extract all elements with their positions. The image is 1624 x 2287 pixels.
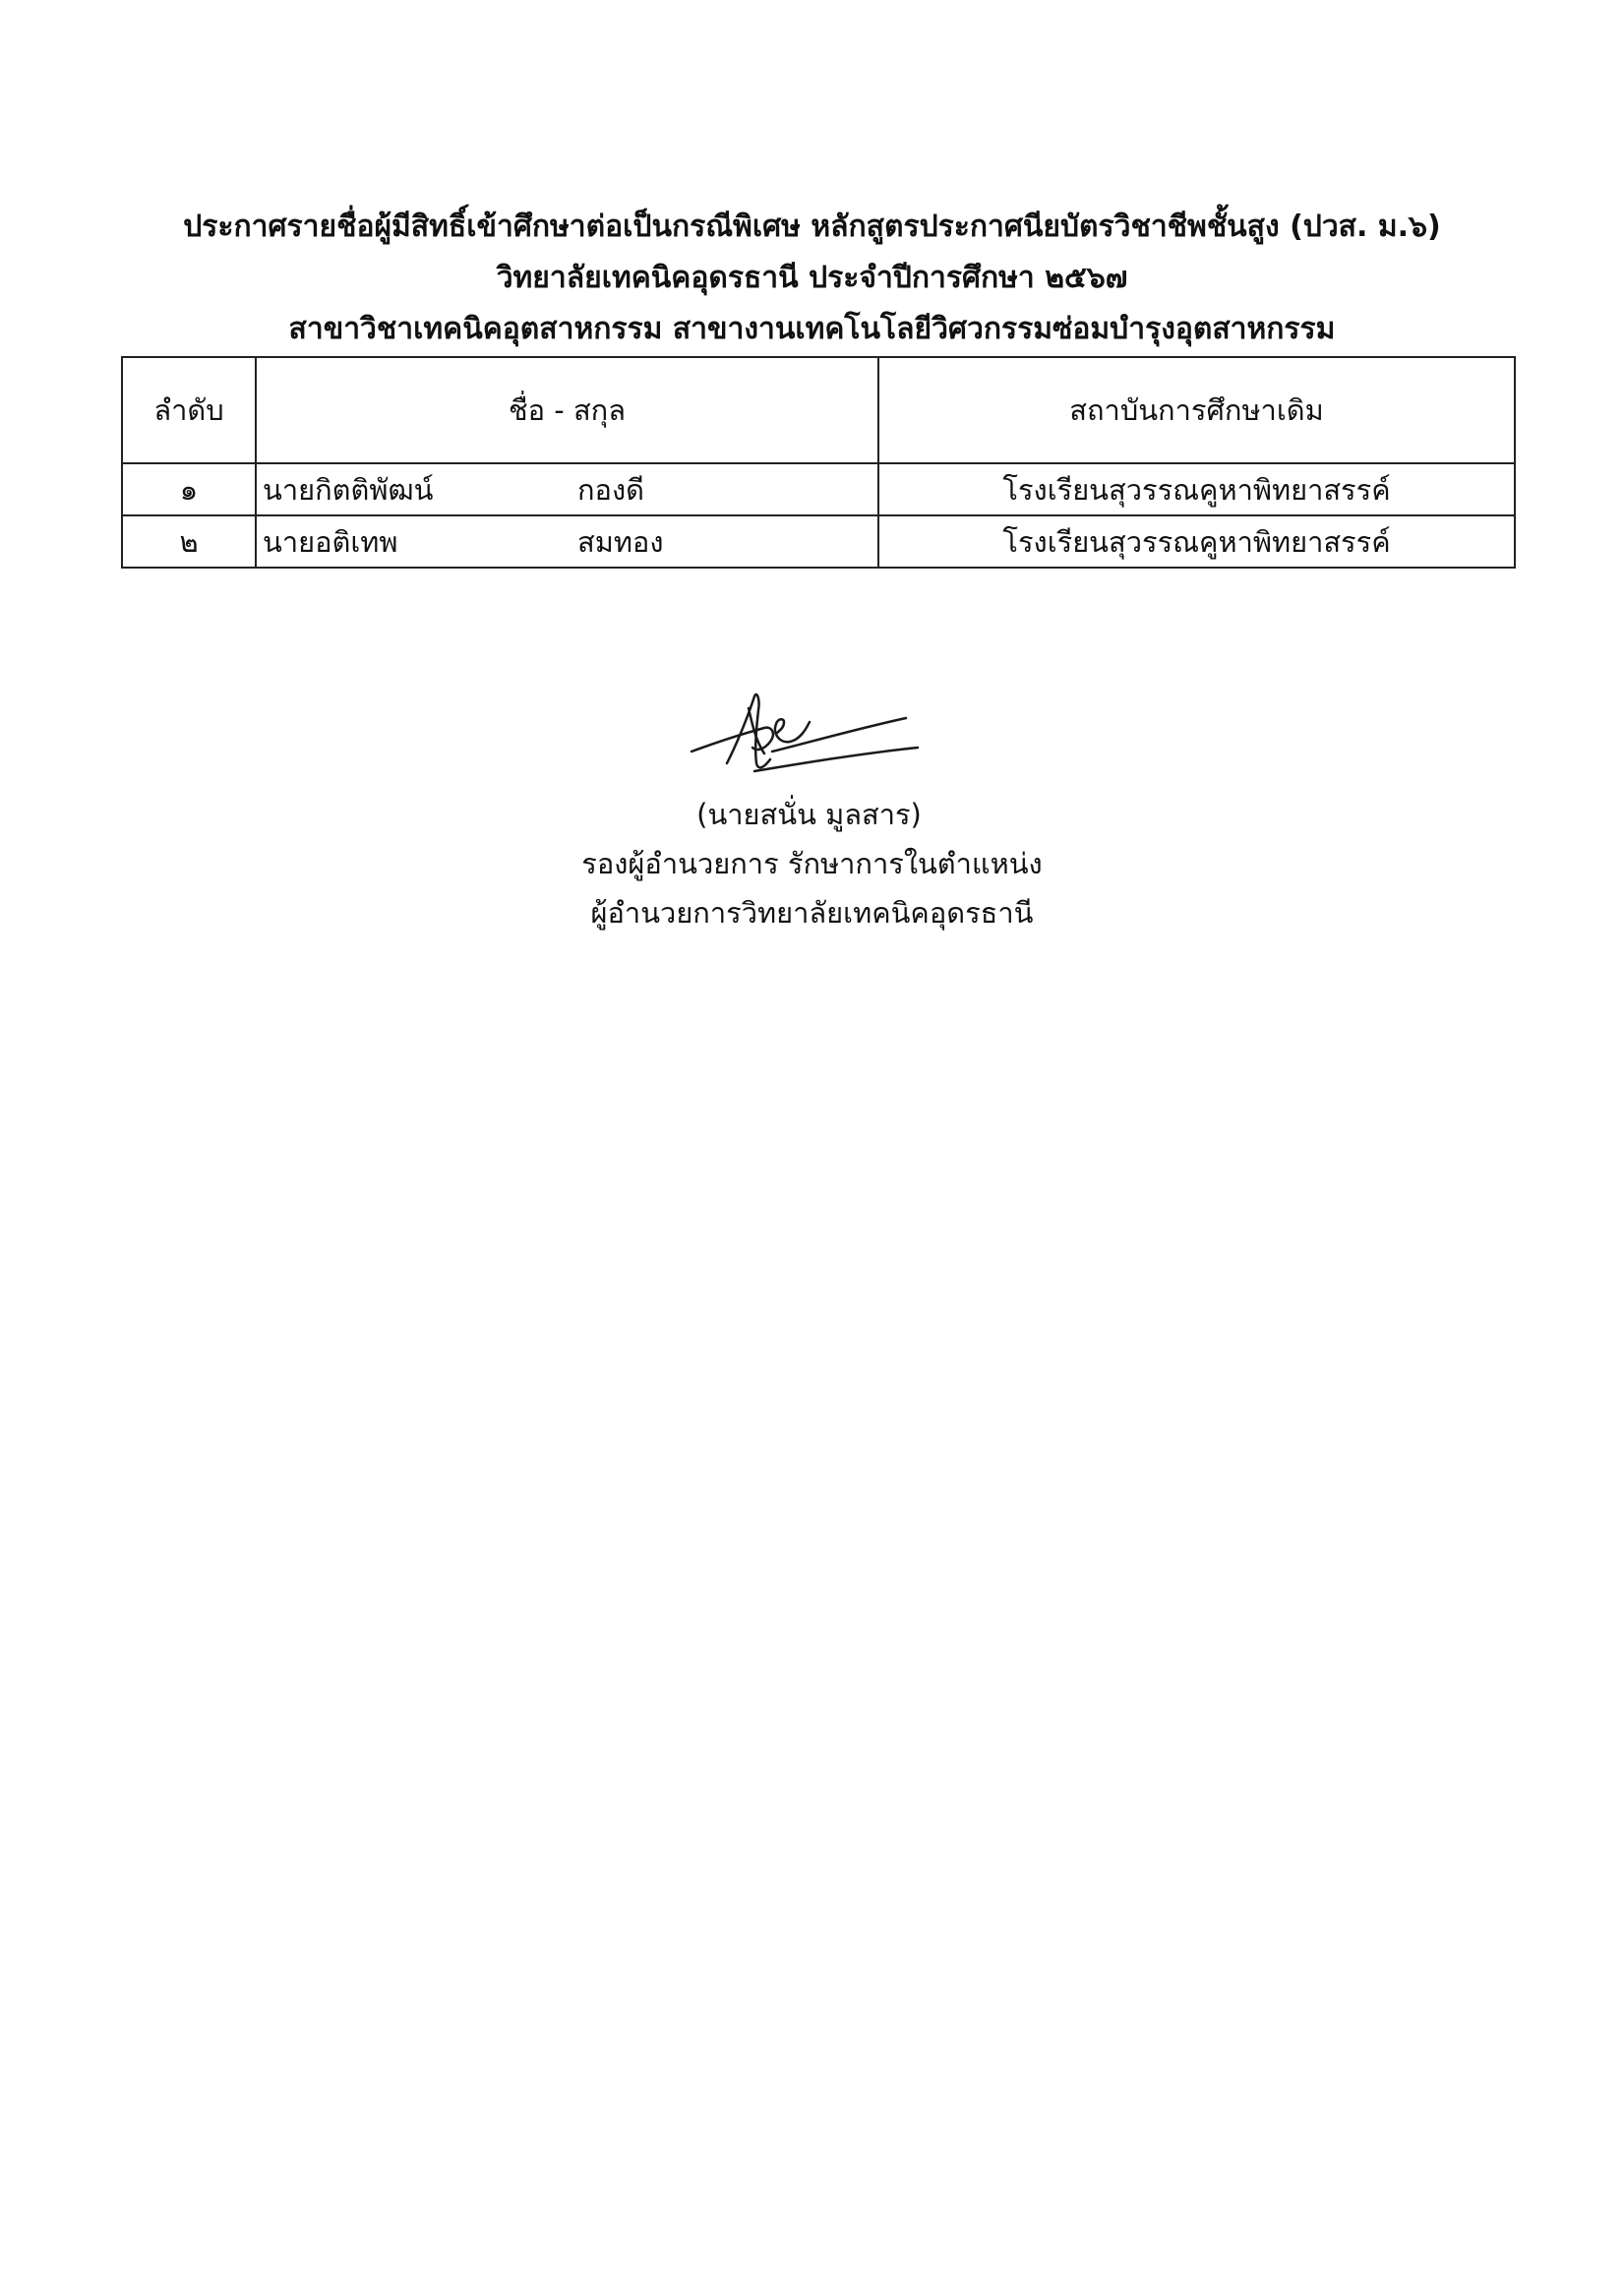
candidate-table: [121, 356, 1516, 569]
column-header-name: ชื่อ - สกุล: [256, 357, 878, 463]
family-name: กองดี: [577, 472, 644, 507]
table-row: [122, 515, 1515, 568]
department-line: สาขาวิชาเทคนิคอุตสาหกรรม สาขางานเทคโนโลยีวิศวกรรมซ่อมบำรุงอุตสาหกรรม: [288, 312, 1336, 346]
column-header-number: ลำดับ: [122, 357, 256, 463]
row-school: โรงเรียนสุวรรณคูหาพิทยาสรรค์: [878, 463, 1515, 515]
family-name: สมทอง: [577, 524, 664, 559]
college-year-line: วิทยาลัยเทคนิคอุดรธานี ประจำปีการศึกษา ๒๕๖๗: [496, 261, 1128, 295]
row-number: ๒: [122, 515, 256, 568]
signatory-name: (นายสนั่น มูลสาร): [696, 798, 922, 831]
table-header-row: [122, 357, 1515, 463]
row-school: โรงเรียนสุวรรณคูหาพิทยาสรรค์: [878, 515, 1515, 568]
column-header-school: สถาบันการศึกษาเดิม: [878, 357, 1515, 463]
given-name: นายอติเทพ: [263, 524, 398, 559]
announcement-title: ประกาศรายชื่อผู้มีสิทธิ์เข้าศึกษาต่อเป็นกรณีพิเศษ หลักสูตรประกาศนียบัตรวิชาชีพชั้นสูง (ปวส. ม.๖): [183, 210, 1441, 244]
row-name-cell: [256, 515, 878, 568]
table-row: [122, 463, 1515, 515]
given-name: นายกิตติพัฒน์: [263, 472, 434, 507]
signature-block: [0, 790, 1624, 937]
announcement-header: [0, 202, 1624, 355]
signatory-title: ผู้อำนวยการวิทยาลัยเทคนิคอุดรธานี: [590, 896, 1034, 930]
row-name-cell: [256, 463, 878, 515]
row-number: ๑: [122, 463, 256, 515]
candidate-table-container: [121, 356, 1514, 569]
signatory-position: รองผู้อำนวยการ รักษาการในตำแหน่ง: [581, 847, 1043, 880]
signature-image: [674, 669, 930, 797]
